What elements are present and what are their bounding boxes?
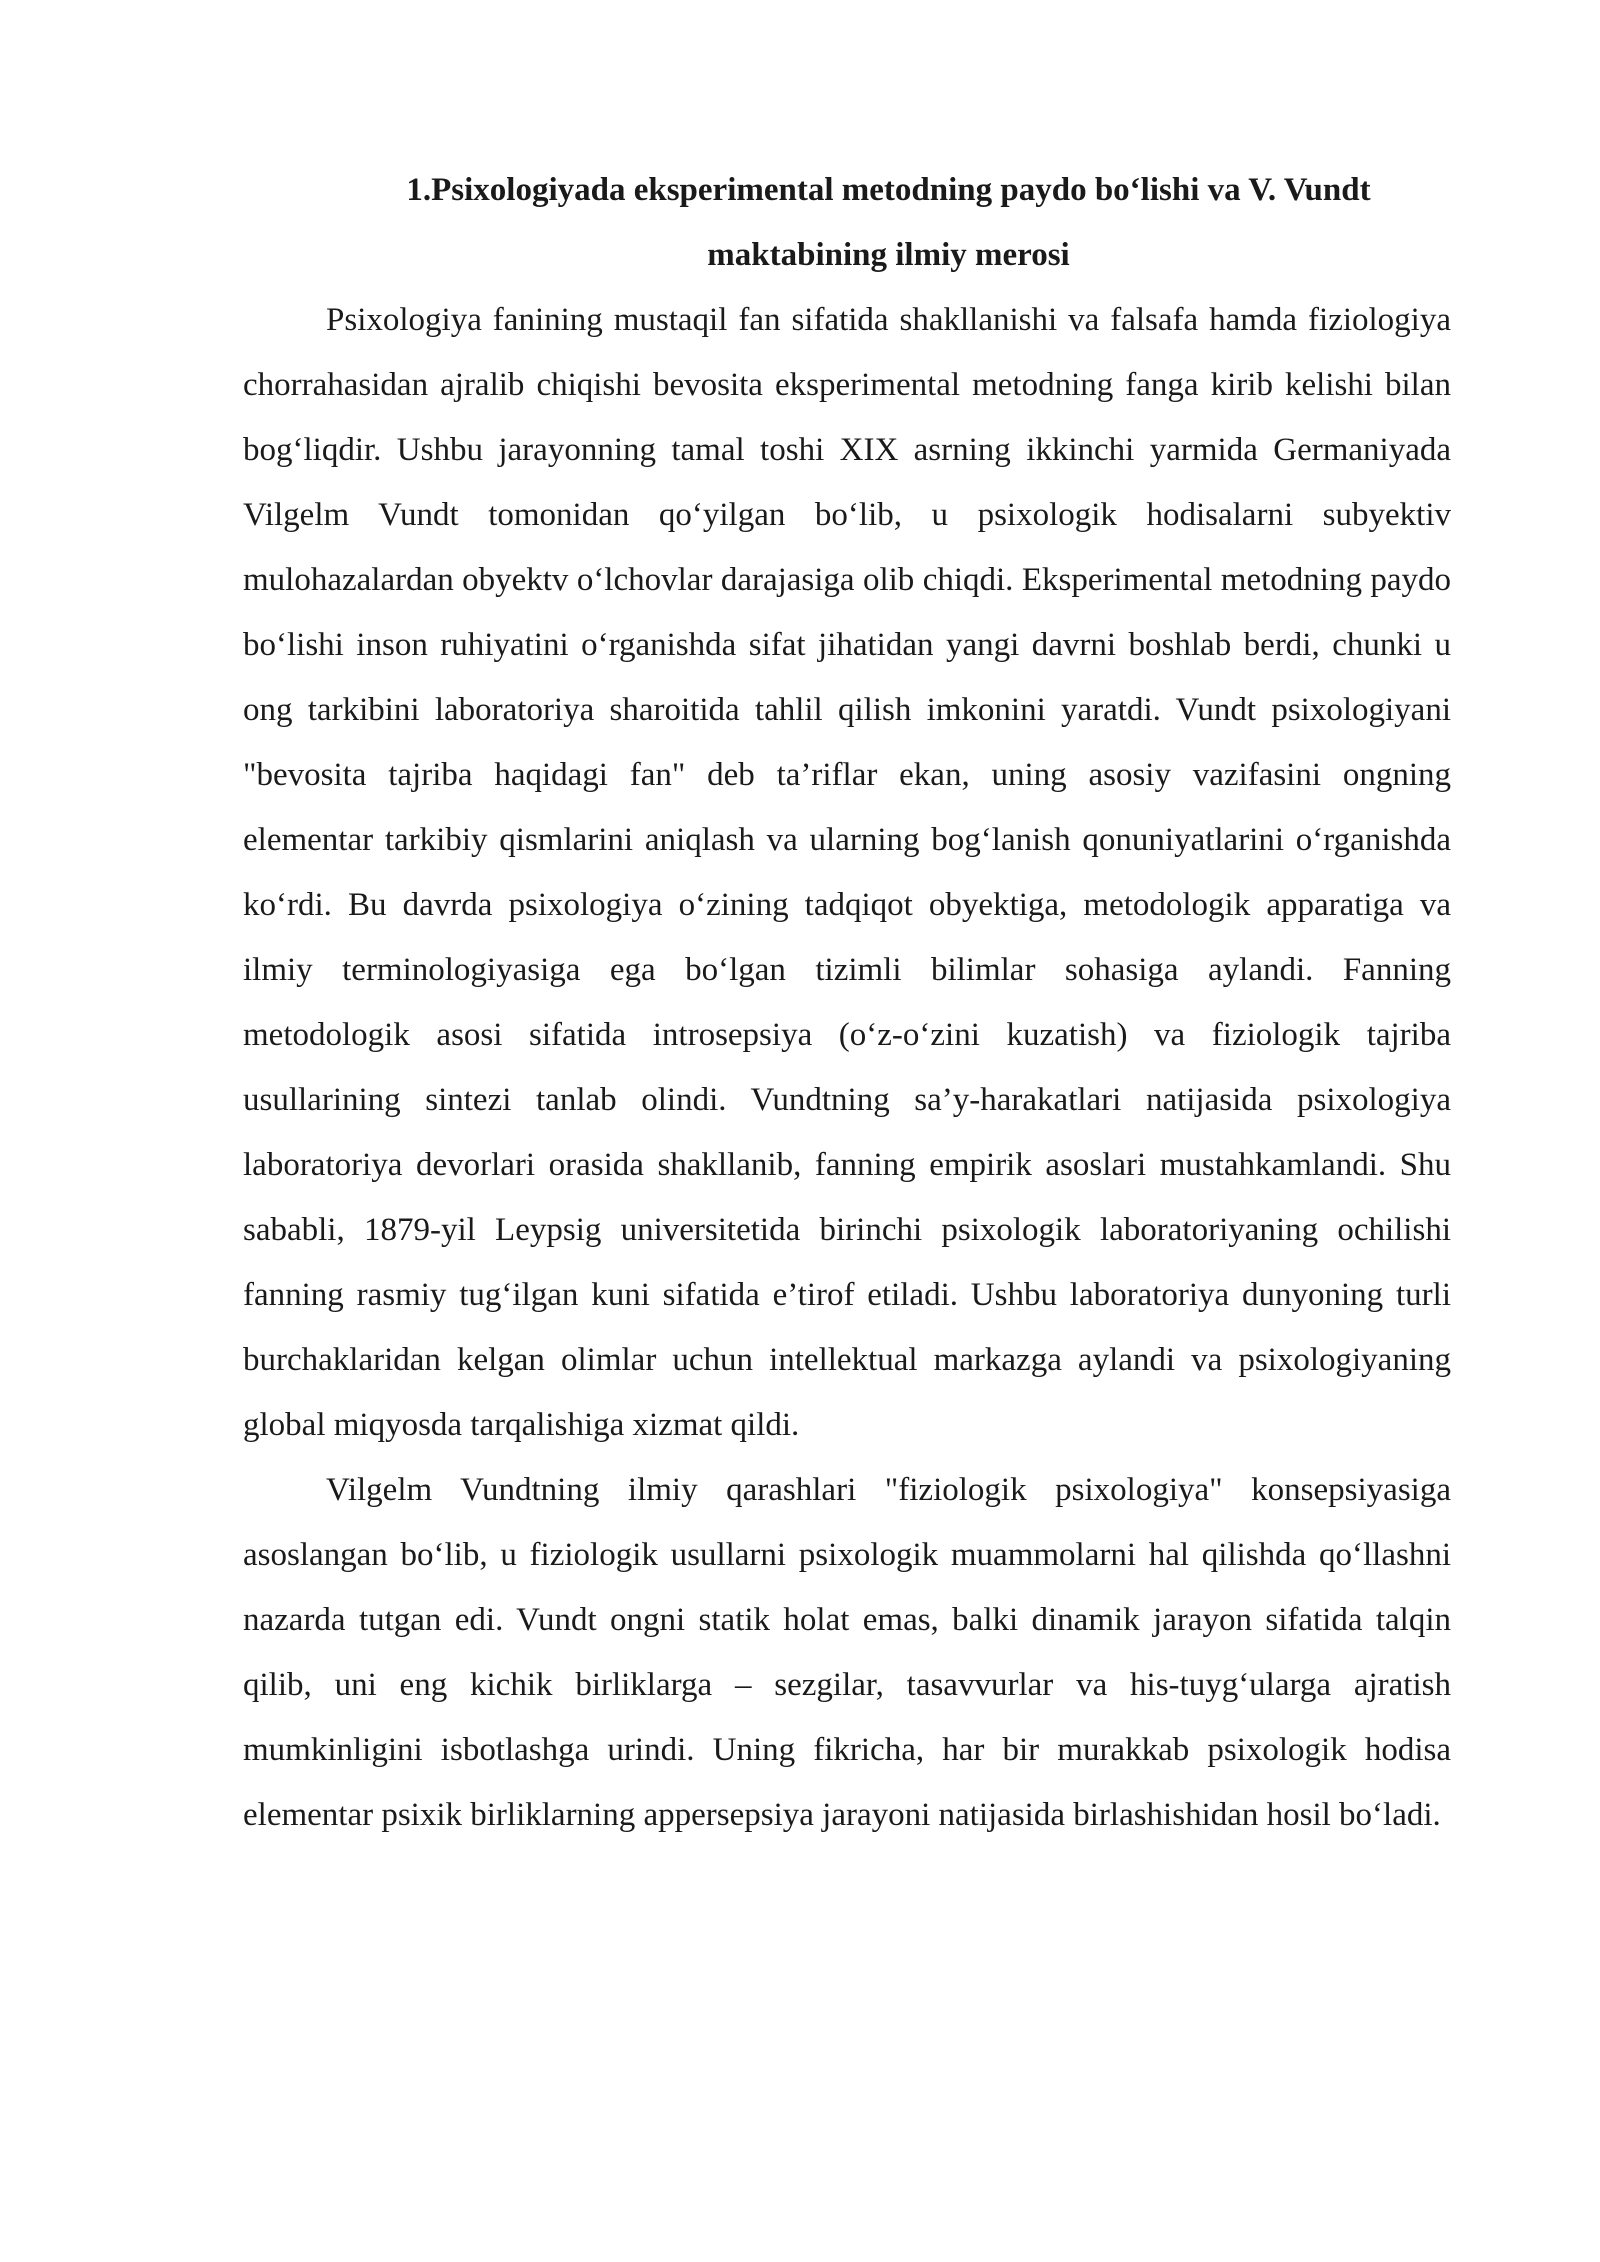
section-heading-line-1: 1.Psixologiyada eksperimental metodning paydo bo‘lishi va V. Vundt: [406, 172, 1371, 208]
document-body: [243, 158, 1451, 1848]
paragraph-1: Psixologiya fanining mustaqil fan sifatida shakllanishi va falsafa hamda fiziologiya chorrahasidan ajralib chiqishi bevosita eksperimental metodning fanga kirib kelishi bilan bog‘liqdir. Ushbu jarayonning tamal toshi XIX asrning ikkinchi yarmida Germaniyada Vilgelm Vundt tomonidan qo‘yilgan bo‘lib, u psixologik hodisalarni subyektiv mulohazalardan obyektv o‘lchovlar darajasiga olib chiqdi. Eksperimental metodning paydo bo‘lishi inson ruhiyatini o‘rganishda sifat jihatidan yangi davrni boshlab berdi, chunki u ong tarkibini laboratoriya sharoitida tahlil qilish imkonini yaratdi. Vundt psixologiyani "bevosita tajriba haqidagi fan" deb ta’riflar ekan, uning asosiy vazifasini ongning elementar tarkibiy qismlarini aniqlash va ularning bog‘lanish qonuniyatlarini o‘rganishda ko‘rdi. Bu davrda psixologiya o‘zining tadqiqot obyektiga, metodologik apparatiga va ilmiy terminologiyasiga ega bo‘lgan tizimli bilimlar sohasiga aylandi. Fanning metodologik asosi sifatida introsepsiya (o‘z-o‘zini kuzatish) va fiziologik tajriba usullarining sintezi tanlab olindi. Vundtning sa’y-harakatlari natijasida psixologiya laboratoriya devorlari orasida shakllanib, fanning empirik asoslari mustahkamlandi. Shu sababli, 1879-yil Leypsig universitetida birinchi psixologik laboratoriyaning ochilishi fanning rasmiy tug‘ilgan kuni sifatida e’tirof etiladi. Ushbu laboratoriya dunyoning turli burchaklaridan kelgan olimlar uchun intellektual markazga aylandi va psixologiyaning global miqyosda tarqalishiga xizmat qildi.: [243, 302, 1451, 1443]
section-heading: [243, 158, 1451, 288]
paragraph-2: Vilgelm Vundtning ilmiy qarashlari "fiziologik psixologiya" konsepsiyasiga asoslangan bo‘lib, u fiziologik usullarni psixologik muammolarni hal qilishda qo‘llashni nazarda tutgan edi. Vundt ongni statik holat emas, balki dinamik jarayon sifatida talqin qilib, uni eng kichik birliklarga – sezgilar, tasavvurlar va his-tuyg‘ularga ajratish mumkinligini isbotlashga urindi. Uning fikricha, har bir murakkab psixologik hodisa elementar psixik birliklarning appersepsiya jarayoni natijasida birlashishidan hosil bo‘ladi.: [243, 1472, 1451, 1833]
section-heading-line-2: maktabining ilmiy merosi: [707, 237, 1070, 273]
